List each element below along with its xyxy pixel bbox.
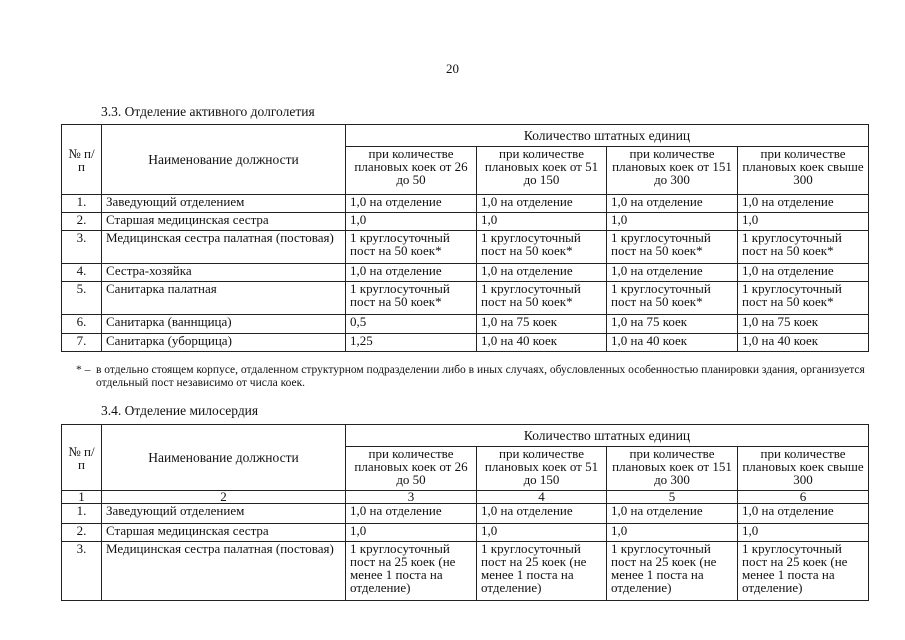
header-position-name: Наименование должности bbox=[102, 425, 346, 491]
row-value: 1,25 bbox=[346, 334, 477, 352]
column-number: 3 bbox=[346, 491, 477, 504]
row-value: 1,0 bbox=[738, 213, 869, 231]
row-value: 1 круглосуточный пост на 50 коек* bbox=[477, 231, 607, 264]
column-number: 4 bbox=[477, 491, 607, 504]
row-value: 1 круглосуточный пост на 50 коек* bbox=[477, 282, 607, 315]
header-col-over-300: при количестве плановых коек свыше 300 bbox=[738, 147, 869, 195]
row-position: Санитарка палатная bbox=[102, 282, 346, 315]
row-value: 1,0 на отделение bbox=[607, 504, 738, 524]
row-value: 1 круглосуточный пост на 50 коек* bbox=[346, 282, 477, 315]
column-number: 1 bbox=[62, 491, 102, 504]
row-value: 1,0 на отделение bbox=[346, 195, 477, 213]
staff-table-active-longevity bbox=[61, 124, 869, 352]
row-value: 1 круглосуточный пост на 50 коек* bbox=[607, 231, 738, 264]
row-num: 1. bbox=[62, 195, 102, 213]
row-num: 5. bbox=[62, 282, 102, 315]
row-value: 1,0 bbox=[738, 524, 869, 542]
row-num: 2. bbox=[62, 524, 102, 542]
row-value: 1,0 на отделение bbox=[607, 195, 738, 213]
table-row bbox=[62, 195, 869, 213]
section-title-active-longevity: 3.3. Отделение активного долголетия bbox=[101, 104, 315, 119]
table-row bbox=[62, 524, 869, 542]
row-position: Заведующий отделением bbox=[102, 195, 346, 213]
header-num: № п/п bbox=[62, 125, 102, 195]
row-num: 1. bbox=[62, 504, 102, 524]
table-header-row bbox=[62, 425, 869, 447]
table-row bbox=[62, 315, 869, 334]
row-value: 1 круглосуточный пост на 50 коек* bbox=[738, 282, 869, 315]
row-value: 1 круглосуточный пост на 25 коек (не менее 1 поста на отделение) bbox=[346, 542, 477, 601]
row-value: 1,0 на 75 коек bbox=[477, 315, 607, 334]
staff-table-mercy bbox=[61, 424, 869, 601]
section-title-mercy: 3.4. Отделение милосердия bbox=[101, 403, 259, 418]
row-value: 1,0 bbox=[607, 213, 738, 231]
header-col-51-150: при количестве плановых коек от 51 до 150 bbox=[477, 447, 607, 491]
table-row bbox=[62, 213, 869, 231]
column-number: 6 bbox=[738, 491, 869, 504]
header-num: № п/п bbox=[62, 425, 102, 491]
row-value: 1,0 на 40 коек bbox=[607, 334, 738, 352]
table-row bbox=[62, 282, 869, 315]
table-row bbox=[62, 264, 869, 282]
column-number: 2 bbox=[102, 491, 346, 504]
table-row bbox=[62, 542, 869, 601]
row-value: 1,0 на отделение bbox=[738, 264, 869, 282]
header-col-51-150: при количестве плановых коек от 51 до 150 bbox=[477, 147, 607, 195]
page-number: 20 bbox=[446, 61, 459, 76]
row-value: 1,0 на отделение bbox=[346, 264, 477, 282]
header-col-26-50: при количестве плановых коек от 26 до 50 bbox=[346, 447, 477, 491]
row-value: 1,0 на отделение bbox=[738, 504, 869, 524]
column-number: 5 bbox=[607, 491, 738, 504]
row-value: 1,0 на отделение bbox=[477, 504, 607, 524]
row-num: 4. bbox=[62, 264, 102, 282]
row-value: 1 круглосуточный пост на 50 коек* bbox=[346, 231, 477, 264]
row-value: 1,0 bbox=[477, 213, 607, 231]
header-col-over-300: при количестве плановых коек свыше 300 bbox=[738, 447, 869, 491]
row-position: Медицинская сестра палатная (постовая) bbox=[102, 231, 346, 264]
row-value: 1 круглосуточный пост на 25 коек (не менее 1 поста на отделение) bbox=[477, 542, 607, 601]
row-value: 1,0 на отделение bbox=[346, 504, 477, 524]
row-value: 0,5 bbox=[346, 315, 477, 334]
row-value: 1,0 bbox=[607, 524, 738, 542]
table-row bbox=[62, 504, 869, 524]
row-value: 1,0 на 75 коек bbox=[607, 315, 738, 334]
row-value: 1,0 bbox=[477, 524, 607, 542]
row-num: 3. bbox=[62, 231, 102, 264]
row-position: Старшая медицинская сестра bbox=[102, 524, 346, 542]
row-value: 1,0 на 75 коек bbox=[738, 315, 869, 334]
row-num: 2. bbox=[62, 213, 102, 231]
row-value: 1,0 на отделение bbox=[477, 264, 607, 282]
row-value: 1 круглосуточный пост на 50 коек* bbox=[607, 282, 738, 315]
row-position: Санитарка (ваннщица) bbox=[102, 315, 346, 334]
footnote-mark: * – bbox=[76, 364, 91, 376]
row-num: 6. bbox=[62, 315, 102, 334]
header-staff-count: Количество штатных единиц bbox=[346, 125, 869, 147]
footnote-text: в отдельно стоящем корпусе, отдаленном структурном подразделении либо в иных случаях, обусловленных особенностью планировки здания, организуется отдельный пост независимо от числа коек. bbox=[96, 364, 865, 389]
row-value: 1,0 на отделение bbox=[477, 195, 607, 213]
row-value: 1,0 bbox=[346, 524, 477, 542]
row-position: Санитарка (уборщица) bbox=[102, 334, 346, 352]
row-value: 1,0 на отделение bbox=[738, 195, 869, 213]
row-position: Заведующий отделением bbox=[102, 504, 346, 524]
table-row bbox=[62, 231, 869, 264]
row-position: Старшая медицинская сестра bbox=[102, 213, 346, 231]
row-value: 1 круглосуточный пост на 50 коек* bbox=[738, 231, 869, 264]
row-position: Медицинская сестра палатная (постовая) bbox=[102, 542, 346, 601]
column-number-row bbox=[62, 491, 869, 504]
row-value: 1,0 на 40 коек bbox=[477, 334, 607, 352]
row-value: 1 круглосуточный пост на 25 коек (не менее 1 поста на отделение) bbox=[738, 542, 869, 601]
header-position-name: Наименование должности bbox=[102, 125, 346, 195]
row-num: 3. bbox=[62, 542, 102, 601]
row-position: Сестра-хозяйка bbox=[102, 264, 346, 282]
row-num: 7. bbox=[62, 334, 102, 352]
header-col-151-300: при количестве плановых коек от 151 до 300 bbox=[607, 147, 738, 195]
row-value: 1,0 bbox=[346, 213, 477, 231]
header-col-151-300: при количестве плановых коек от 151 до 300 bbox=[607, 447, 738, 491]
header-staff-count: Количество штатных единиц bbox=[346, 425, 869, 447]
row-value: 1,0 на 40 коек bbox=[738, 334, 869, 352]
table-header-row bbox=[62, 125, 869, 147]
row-value: 1 круглосуточный пост на 25 коек (не менее 1 поста на отделение) bbox=[607, 542, 738, 601]
header-col-26-50: при количестве плановых коек от 26 до 50 bbox=[346, 147, 477, 195]
table-row bbox=[62, 334, 869, 352]
row-value: 1,0 на отделение bbox=[607, 264, 738, 282]
